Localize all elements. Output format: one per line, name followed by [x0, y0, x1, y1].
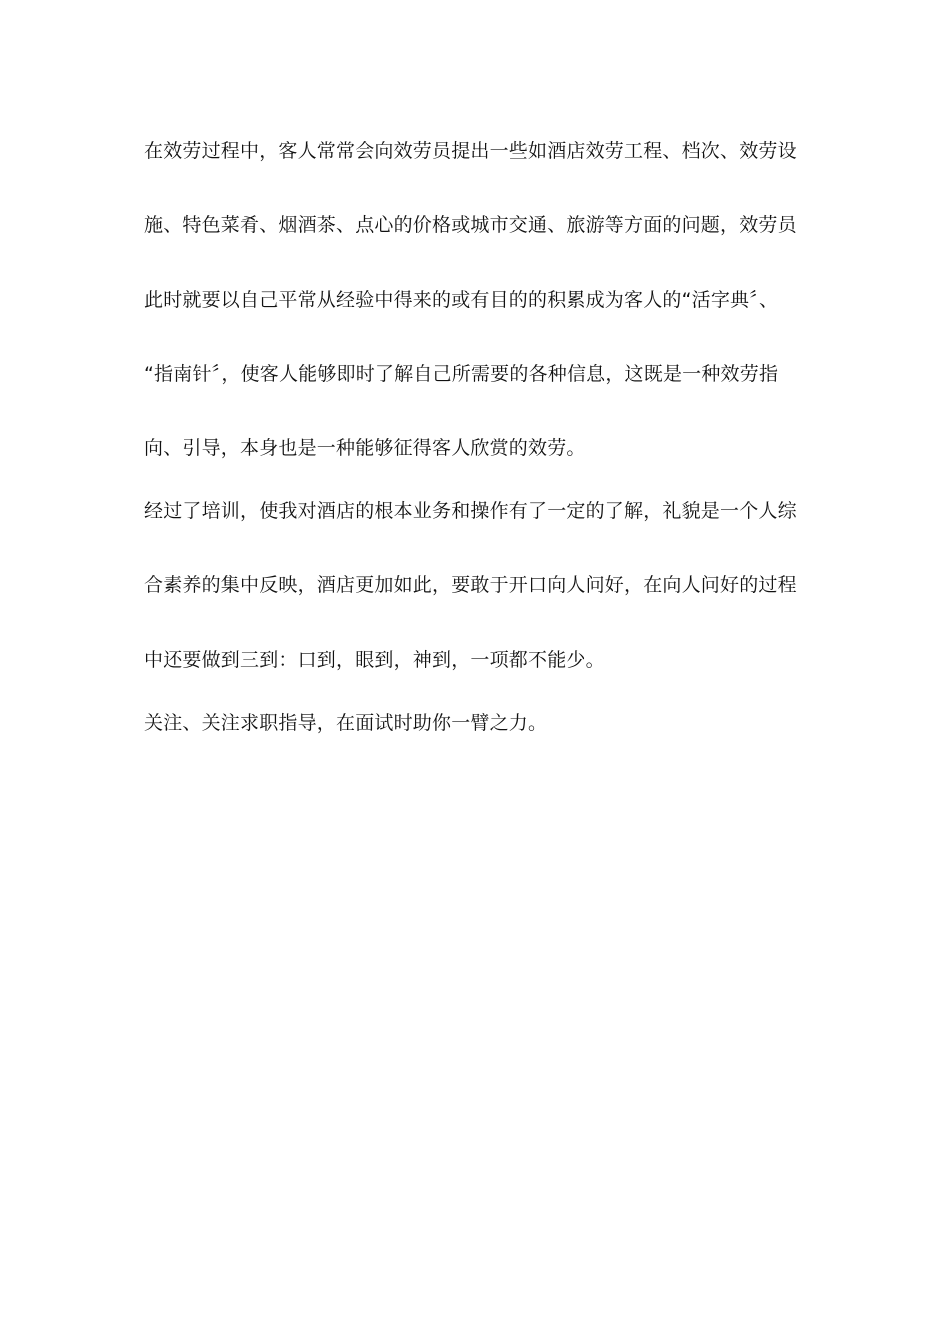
- text-line: 施、特色菜肴、烟酒茶、点心的价格或城市交通、旅游等方面的问题，效劳员: [144, 214, 797, 236]
- text-line: “指南针〞，使客人能够即时了解自己所需要的各种信息，这既是一种效劳指: [144, 363, 779, 385]
- text-line: 向、引导，本身也是一种能够征得客人欣赏的效劳。: [144, 437, 586, 459]
- text-line: 中还要做到三到：口到，眼到，神到，一项都不能少。: [144, 649, 605, 671]
- text-line: 关注、关注求职指导，在面试时助你一臂之力。: [144, 712, 548, 734]
- text-line: 经过了培训，使我对酒店的根本业务和操作有了一定的了解，礼貌是一个人综: [144, 500, 797, 522]
- text-line: 合素养的集中反映，酒店更加如此，要敢于开口向人问好，在向人问好的过程: [144, 574, 797, 596]
- text-line: 此时就要以自己平常从经验中得来的或有目的的积累成为客人的“活字典〞、: [144, 289, 779, 311]
- text-line: 在效劳过程中，客人常常会向效劳员提出一些如酒店效劳工程、档次、效劳设: [144, 140, 797, 162]
